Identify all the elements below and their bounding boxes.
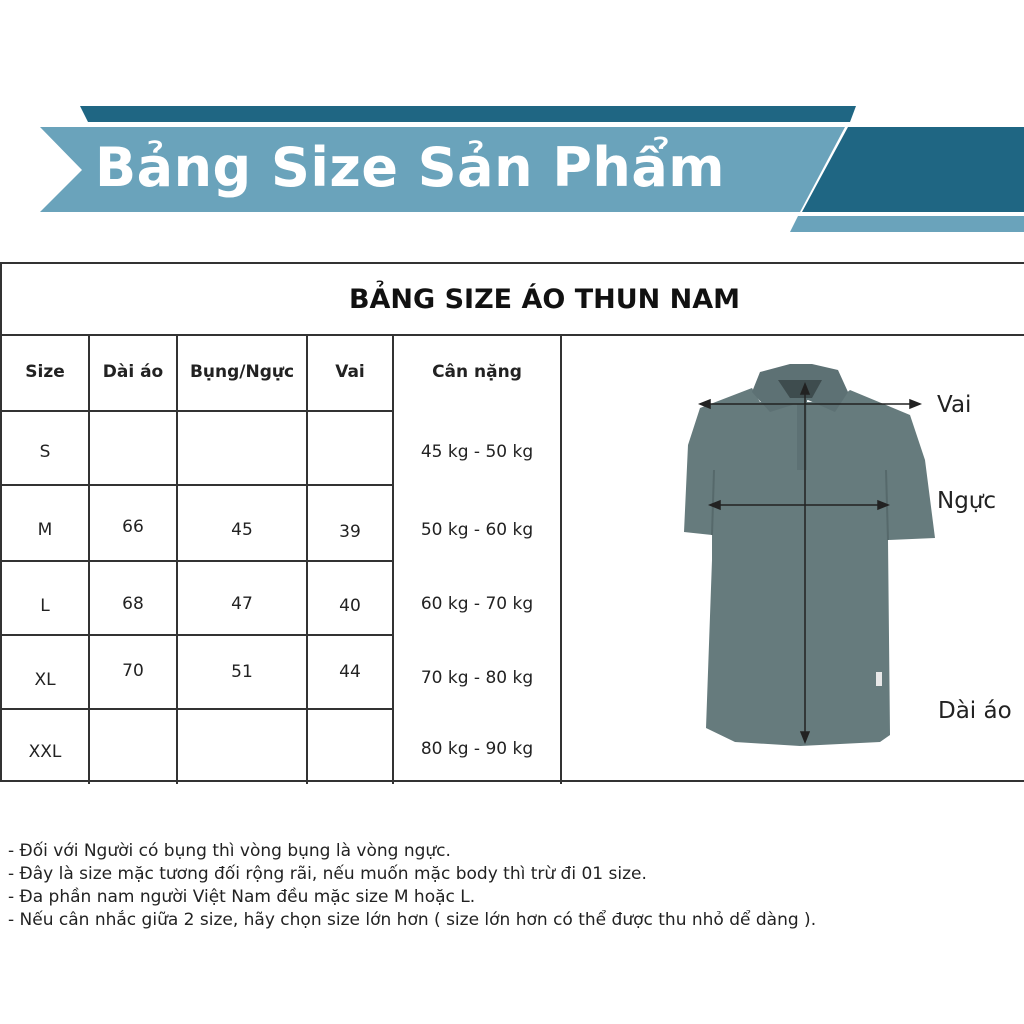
banner-bottom-stripe bbox=[790, 216, 1024, 232]
row-divider bbox=[2, 484, 392, 486]
col-divider bbox=[560, 336, 562, 784]
cell-length: 66 bbox=[122, 517, 144, 537]
cell-size: M bbox=[37, 520, 53, 540]
note-item: - Đối với Người có bụng thì vòng bụng là vòng ngực. bbox=[8, 841, 451, 861]
banner-top-stripe bbox=[80, 106, 856, 122]
row-divider bbox=[2, 634, 392, 636]
header-weight: Cân nặng bbox=[432, 362, 522, 382]
label-length: Dài áo bbox=[938, 698, 1012, 724]
polo-shirt-illustration bbox=[660, 350, 970, 760]
cell-length: 70 bbox=[122, 661, 144, 681]
cell-weight: 70 kg - 80 kg bbox=[420, 668, 534, 688]
note-item: - Đa phần nam người Việt Nam đều mặc size M hoặc L. bbox=[8, 887, 476, 907]
cell-weight: 60 kg - 70 kg bbox=[420, 594, 534, 614]
table-title: BẢNG SIZE ÁO THUN NAM bbox=[348, 284, 741, 315]
cell-chest: 51 bbox=[231, 662, 253, 682]
banner-title: Bảng Size Sản Phẩm bbox=[95, 136, 726, 199]
label-shoulder: Vai bbox=[937, 392, 972, 418]
title-divider bbox=[2, 334, 1024, 336]
header-chest: Bụng/Ngực bbox=[189, 362, 295, 382]
note-item: - Đây là size mặc tương đối rộng rãi, nếu muốn mặc body thì trừ đi 01 size. bbox=[8, 864, 647, 884]
cell-size: XXL bbox=[28, 742, 62, 762]
cell-shoulder: 44 bbox=[339, 662, 361, 682]
row-divider bbox=[2, 560, 392, 562]
notes-list bbox=[8, 840, 1008, 932]
cell-weight: 45 kg - 50 kg bbox=[420, 442, 534, 462]
banner-graphic bbox=[0, 0, 1024, 240]
note-item: - Nếu cân nhắc giữa 2 size, hãy chọn size lớn hơn ( size lớn hơn có thể được thu nhỏ dể dàng ). bbox=[8, 910, 817, 930]
cell-length: 68 bbox=[122, 594, 144, 614]
cell-chest: 45 bbox=[231, 520, 253, 540]
cell-size: S bbox=[39, 442, 51, 462]
cell-chest: 47 bbox=[231, 594, 253, 614]
cell-weight: 50 kg - 60 kg bbox=[420, 520, 534, 540]
shirt-body bbox=[684, 388, 935, 746]
header-length: Dài áo bbox=[102, 362, 164, 382]
cell-size: L bbox=[40, 596, 50, 616]
cell-shoulder: 40 bbox=[339, 596, 361, 616]
col-divider bbox=[392, 336, 394, 784]
row-divider bbox=[2, 410, 392, 412]
row-divider bbox=[2, 708, 392, 710]
header-size: Size bbox=[25, 362, 65, 382]
cell-shoulder: 39 bbox=[339, 522, 361, 542]
label-chest: Ngực bbox=[937, 488, 997, 514]
side-tag bbox=[876, 672, 882, 686]
header-shoulder: Vai bbox=[335, 362, 365, 382]
cell-size: XL bbox=[34, 670, 56, 690]
cell-weight: 80 kg - 90 kg bbox=[420, 739, 534, 759]
